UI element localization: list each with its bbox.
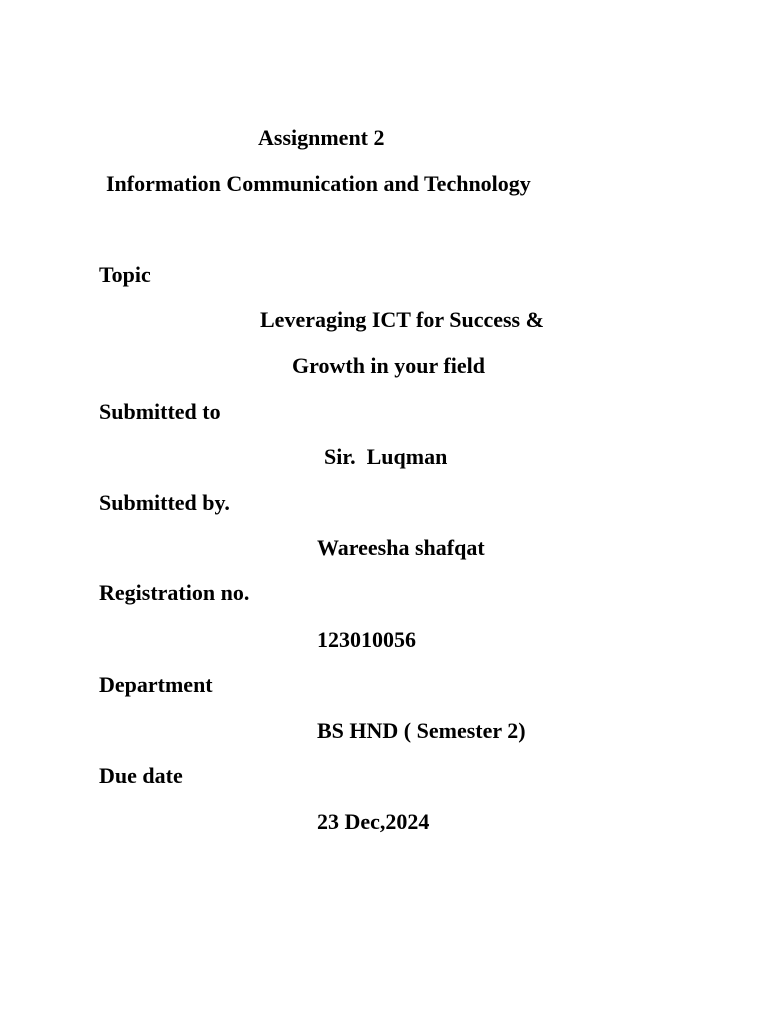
registration-label: Registration no. [99, 580, 250, 605]
topic-label: Topic [99, 262, 151, 287]
department-label: Department [99, 672, 213, 697]
topic-line-2: Growth in your field [292, 353, 485, 378]
registration-value: 123010056 [317, 627, 416, 652]
assignment-title: Assignment 2 [258, 125, 385, 150]
course-title: Information Communication and Technology [106, 171, 531, 196]
submitted-to-value: Sir. Luqman [324, 444, 448, 469]
submitted-to-label: Submitted to [99, 399, 221, 424]
department-value: BS HND ( Semester 2) [317, 718, 526, 743]
due-date-value: 23 Dec,2024 [317, 809, 430, 834]
due-date-label: Due date [99, 763, 183, 788]
submitted-by-label: Submitted by. [99, 490, 230, 515]
submitted-by-value: Wareesha shafqat [317, 535, 485, 560]
topic-line-1: Leveraging ICT for Success & [260, 307, 544, 332]
